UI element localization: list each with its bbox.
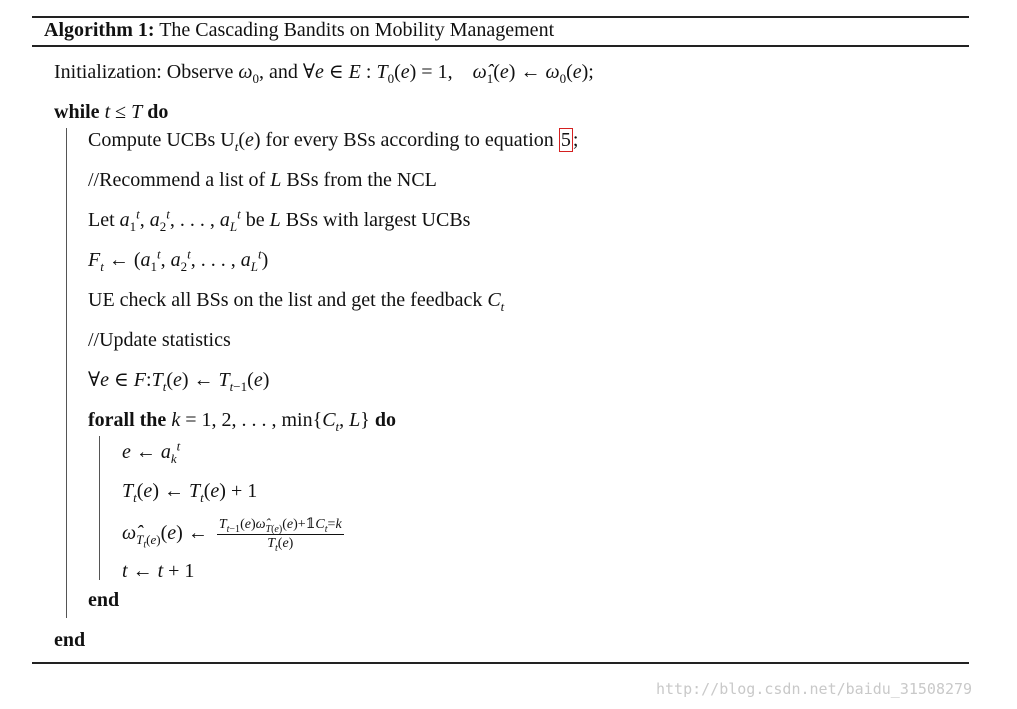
algorithm-label: Algorithm 1: — [44, 19, 155, 41]
end-while: end — [54, 629, 86, 651]
bottom-rule — [32, 662, 969, 664]
inner-T-line: $T_t(e)$ ← $T_t(e) + 1$ — [122, 480, 258, 505]
initialization-line: Initialization: Observe $\omega_0$, and ∀e ∈ E : $T_0(e) = 1$, $\omegâ_1(e)$ ← $\omega_0(e)$; — [54, 61, 594, 86]
forall-T-line: ∀e ∈ $F:T_t(e)$ ← $T_{t-1}(e)$ — [88, 369, 270, 394]
forall-line: forall the k = 1, 2, . . . , $\min\{C_t$, L} do — [88, 409, 397, 434]
omega-fraction: $\frac{T_{t-1}(e)\omegâ_{T(e)}(e)+𝟙C_t=k}{T_t(e)}$ — [218, 517, 342, 554]
equation-ref-link[interactable]: 5 — [560, 129, 571, 151]
let-line: Let $a_1^t$, $a_2^t$, . . . , $a_L^t$ be L BSs with largest UCBs — [88, 206, 471, 234]
comment-update: //Update statistics — [88, 329, 231, 351]
assign-F-line: $F_t$ ← ($a_1^t$, $a_2^t$, . . . , $a_L^t$) — [88, 246, 269, 274]
algorithm-header — [44, 18, 554, 42]
header-rule — [32, 45, 969, 47]
inner-t-line: t ← t + 1 — [122, 560, 195, 582]
forall-block-bar — [99, 436, 100, 580]
compute-ucb-line: Compute UCBs $U_t(e)$ for every BSs according to equation 5 ; — [88, 129, 579, 154]
watermark-text: http://blog.csdn.net/baidu_31508279 — [656, 680, 973, 698]
end-forall: end — [88, 589, 120, 611]
while-block-bar — [66, 128, 67, 618]
ue-feedback-line: UE check all BSs on the list and get the feedback $C_t$ — [88, 289, 505, 314]
comment-recommend: //Recommend a list of L BSs from the NCL — [88, 169, 437, 191]
inner-omega-line: $\omegâ_{T_t(e)}(e)$ ← $\frac{T_{t-1}(e)\omegâ_{T(e)}(e)+𝟙C_t=k}{T_t(e)}$ — [122, 517, 342, 554]
while-line: while t ≤ T do — [54, 101, 169, 123]
inner-e-line: e ← $a_k^t$ — [122, 438, 181, 466]
algorithm-title: The Cascading Bandits on Mobility Management — [159, 19, 555, 41]
